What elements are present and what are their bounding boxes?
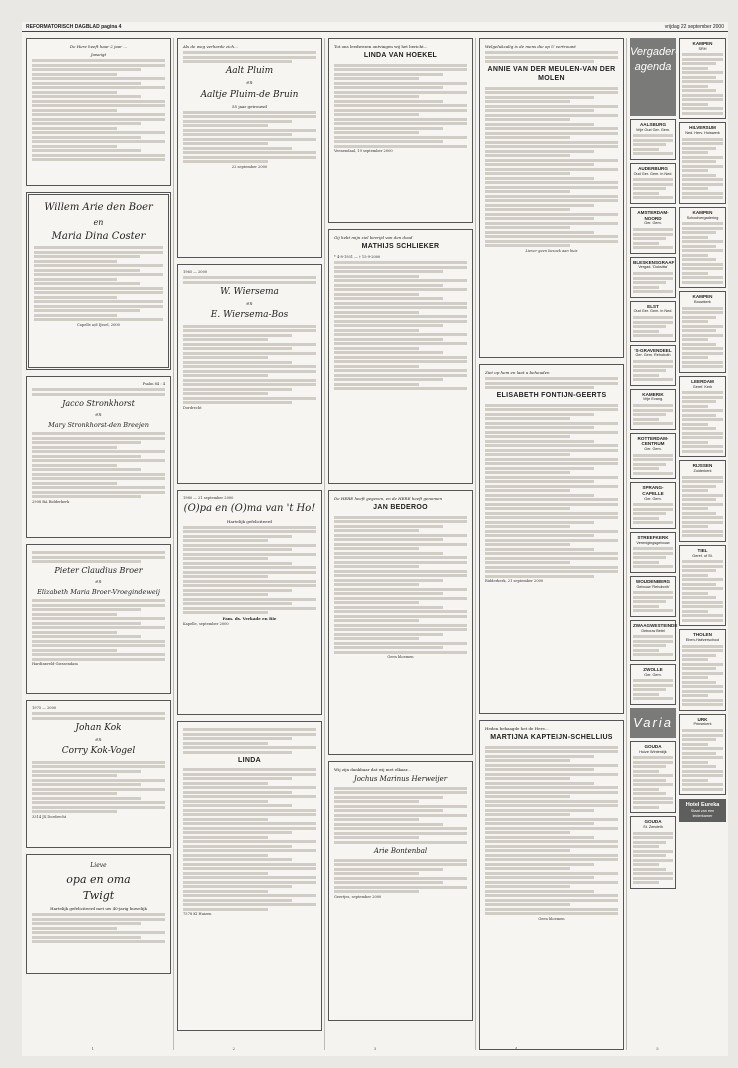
agenda-list-right [679, 38, 726, 795]
agenda-item-body [682, 560, 723, 622]
subtitle: 55 jaar getrouwd [232, 103, 267, 109]
agenda-item-subtitle: Geref. Kerk [692, 384, 713, 389]
agenda-banner: Vergader-agenda [630, 38, 676, 116]
agenda-item [679, 460, 726, 541]
agenda-item-body [633, 503, 673, 524]
place: Dordrecht [183, 405, 202, 410]
agenda-item-subtitle: Zuiderkerk [693, 469, 712, 474]
agenda-item-subtitle: SRH [698, 46, 707, 51]
agenda-item [630, 532, 676, 573]
announcement [26, 38, 171, 186]
agenda-item-title: ROTTERDAM-CENTRUM [637, 435, 669, 447]
ampersand: en [246, 301, 253, 308]
agenda-item-body [633, 454, 673, 475]
agenda-item-title: TIEL [697, 547, 708, 553]
verse-ref: Psalm 84 : 4 [142, 382, 165, 386]
agenda-item-subtitle: Ger. Gem. Rehoboth [635, 353, 671, 358]
agenda-item-title: KAMPEN [692, 209, 713, 215]
agenda-item-subtitle: Ger. Gem. [644, 672, 662, 677]
death-announcement [479, 720, 624, 1050]
column-1 [26, 38, 171, 980]
column-rule [626, 38, 627, 1050]
place: 2908 BA Ridderkerk [32, 499, 70, 504]
agenda-item-title: KAMPEN [692, 41, 713, 46]
agenda-item-title: LEERDAM [691, 378, 714, 384]
person-name: Johan Kok [75, 722, 122, 733]
agenda-left [630, 38, 679, 892]
person-name: Jacco Stronkhorst [62, 398, 135, 408]
person-name: W. Wiersema [220, 286, 279, 297]
agenda-item-body [633, 178, 673, 199]
agenda-item-body [633, 272, 673, 293]
agenda-item [630, 664, 676, 705]
agenda-item-title: ZWOLLE [643, 666, 663, 672]
agenda-item-title: AMSTERDAM-NOORD [637, 209, 669, 221]
ampersand: en [246, 80, 253, 87]
body-text [334, 787, 467, 844]
footer-mark: 4 [514, 1046, 518, 1051]
person-name: Elizabeth Maria Broer-Vroegindeweij [37, 588, 160, 597]
verse: Gij hebt mijn ziel bevrijd van den dood [334, 235, 413, 240]
body-text [485, 51, 618, 63]
agenda-item-subtitle: Oud Ger. Gem. in Ned. [633, 309, 673, 314]
agenda-item [630, 207, 676, 254]
place: Geen bloemen [387, 655, 414, 660]
agenda-item-subtitle: Vrije Oud Ger. Gem. [635, 127, 671, 132]
agenda-item-title: AALSBURG [639, 122, 667, 127]
agenda-item-subtitle: Oud Ger. Gem. in Ned. [633, 171, 673, 176]
agenda-item-subtitle: St. Zendeth [643, 825, 663, 829]
hotel-subtitle: Staat van een leiderkamer [690, 809, 715, 818]
agenda-item [630, 257, 676, 298]
lead-text: Heden behaagde het de Here... [485, 726, 549, 731]
death-announcement [479, 364, 624, 714]
anniversary-announcement [26, 544, 171, 694]
subtitle: Hartelijk gefeliciteerd met uw 40-jarig huwelijk [50, 906, 147, 911]
verse: Als de weg verharde zich... [183, 44, 238, 49]
place: Veenendaal, 19 september 2000 [334, 149, 393, 154]
agenda-item-title: ELST [647, 303, 659, 309]
agenda-item [630, 576, 676, 617]
agenda-list [630, 119, 676, 705]
death-announcement [479, 38, 624, 358]
agenda-item-subtitle: Prinsekerk [693, 722, 712, 727]
agenda-item-title: GOUDA [644, 743, 662, 749]
place: Geen bloemen [538, 916, 565, 921]
agenda-item-body [633, 591, 673, 612]
footer-mark: 2 [232, 1046, 236, 1051]
body-text [334, 516, 467, 654]
agenda-item-subtitle: Huize Winterdijk [639, 749, 667, 754]
person-name: Mary Stronkhorst-den Breejen [48, 421, 149, 430]
thanks-announcement [177, 721, 322, 1031]
page-header [22, 22, 728, 32]
column-rule [475, 38, 476, 1050]
person-name: Twigt [82, 889, 115, 903]
paper-name: REFORMATORISCH DAGBLAD pagina 4 [26, 24, 122, 30]
body-text [334, 64, 467, 148]
agenda-item-title: BLESKENSGRAAF [633, 259, 675, 265]
person-name: E. Wiersema-Bos [210, 310, 289, 321]
body-text [32, 551, 165, 563]
body-text [32, 913, 165, 943]
agenda-item-subtitle: Vergad. 'Doksitta' [638, 265, 668, 270]
anniversary-announcement [177, 264, 322, 484]
place: Ridderkerk, 21 september 2000 [485, 579, 544, 584]
agenda-item-title: HILVERSUM [689, 125, 716, 131]
agenda-item-body [682, 307, 723, 369]
agenda-item-subtitle: Vrije Evang. [642, 397, 664, 402]
body-text [485, 87, 618, 248]
anniversary-announcement [26, 700, 171, 848]
agenda-item-body [682, 729, 723, 791]
verse: Ziet op hem en laat u behouden [485, 370, 550, 375]
agenda-item [630, 816, 676, 888]
anniversary-announcement [177, 490, 322, 715]
person-name: opa en oma [66, 872, 131, 886]
column-4 [479, 38, 624, 1056]
hotel-title: Hotel Eureka [685, 802, 720, 809]
years: 1980 — 21 september 2000 [183, 496, 234, 500]
signature: Fam. ds. Verkade en Rie [222, 615, 277, 621]
body-text [183, 325, 316, 405]
person-name: MATHIJS SCHLIEKER [361, 243, 440, 250]
column-2 [177, 38, 322, 1037]
person-name: Corry Kok-Vogel [61, 746, 136, 757]
agenda-item [630, 389, 676, 430]
body-text [183, 111, 316, 164]
lead-text: Wij zijn dankbaar dat wij met elkaar... [334, 767, 411, 772]
agenda-item-subtitle: Gebouw Betel [641, 628, 665, 633]
agenda-item [679, 629, 726, 710]
person-name: Maria Dina Coster [51, 230, 146, 242]
wedding-announcement [26, 192, 171, 370]
agenda-item-subtitle: Gebouw 'Rehoboth' [636, 584, 670, 589]
place: 7578 KI Huizen [183, 912, 212, 917]
agenda-item-title: THOLEN [693, 632, 712, 638]
agenda-item-body [682, 222, 723, 284]
agenda-item-subtitle: Ger. Gem. [644, 221, 662, 226]
person-name: MARTIJNA KAPTEIJN-SCHELLIUS [490, 734, 613, 741]
verse: De HERE heeft gegeven, en de HERE heeft genomen [334, 496, 443, 501]
congratulation-announcement [26, 854, 171, 974]
agenda-item-body [633, 756, 673, 809]
body-text [183, 768, 316, 911]
person-name: Aalt Pluim [225, 66, 274, 76]
body-text [183, 276, 316, 284]
newspaper-page [22, 22, 728, 1056]
ampersand: en [95, 737, 102, 744]
agenda-item [679, 291, 726, 372]
agenda-item [630, 741, 676, 813]
body-text [32, 599, 165, 661]
body-text [32, 388, 165, 396]
closing-line: Liever geen bezoek aan huis [525, 248, 578, 253]
person-name: Willem Arie den Boer [44, 202, 153, 213]
death-announcement [328, 761, 473, 1021]
agenda-item-subtitle: Ger. Gem. [644, 446, 662, 451]
agenda-item-body [633, 404, 673, 425]
person-name: Jochus Marinus Herweijer [353, 775, 448, 783]
agenda-item-body [682, 138, 723, 200]
death-announcement [328, 490, 473, 755]
person-name: LINDA [238, 756, 261, 764]
footer-mark: 5 [656, 1046, 659, 1051]
agenda-item [679, 545, 726, 626]
column-3 [328, 38, 473, 1027]
body-text [34, 246, 163, 321]
person-name: Pieter Claudius Broer [54, 566, 143, 575]
body-text [485, 377, 618, 389]
agenda-item-title: URK [697, 716, 708, 722]
agenda-item-body [633, 360, 673, 381]
body-text [485, 746, 618, 916]
subtitle: Jaweigt [90, 52, 107, 57]
footer-mark: 1 [91, 1046, 94, 1051]
agenda-item-title: ZWAAGWESTEINDE [633, 622, 678, 628]
agenda-item-body [633, 134, 673, 155]
death-announcement [328, 38, 473, 223]
agenda-item-title: STREEFKERK [637, 534, 669, 540]
agenda-item-body [633, 832, 673, 885]
body-text [183, 728, 316, 754]
agenda-item-title: AUDERBURG [638, 165, 668, 171]
agenda-item-title: SPRANG-CAPELLE [642, 485, 664, 496]
hotel-ad [679, 799, 726, 821]
body-text [183, 526, 316, 615]
ampersand: en [95, 579, 102, 585]
agenda-item [630, 433, 676, 480]
body-text [32, 761, 165, 814]
page-footer [22, 1046, 728, 1054]
agenda-item [630, 163, 676, 204]
paper-date: vrijdag 22 september 2000 [664, 24, 724, 30]
agenda-item-subtitle: Ger. Gem. [644, 496, 662, 501]
place: 3314 JX Dordrecht [32, 814, 67, 819]
agenda-item [679, 207, 726, 288]
person-name: ANNIE VAN DER MEULEN-VAN DER MOLEN [487, 66, 616, 82]
agenda-item-subtitle: Ned. Herv. Huiswerk [685, 131, 720, 136]
agenda-item [630, 345, 676, 386]
varia-list [630, 741, 676, 889]
agenda-item-body [682, 476, 723, 538]
person-name: LINDA VAN HOEKEL [363, 52, 438, 59]
agenda-item [679, 38, 726, 119]
agenda-item-title: KAMPEN [692, 294, 713, 300]
body-text [334, 261, 467, 390]
agenda-item-body [682, 53, 723, 115]
agenda-item-title: GOUDA [644, 819, 662, 825]
place: Kapelle, september 2000 [183, 621, 229, 626]
agenda-item [630, 301, 676, 342]
agenda-item-body [633, 635, 673, 656]
agenda-item [630, 119, 676, 160]
column-rule [173, 38, 174, 1050]
agenda-item-body [633, 228, 673, 249]
body-text [334, 859, 467, 894]
lead-text: Lieve [90, 862, 107, 869]
agenda-item-subtitle: Verenigingsgebouw [636, 540, 670, 545]
body-text [32, 712, 165, 720]
agenda-item-subtitle: Bouwkerk [694, 300, 711, 305]
person-name: Arie Bontenbal [373, 846, 428, 855]
anniversary-announcement [26, 376, 171, 538]
verse: De Here heeft haar 2 jaar ... [69, 44, 128, 49]
subtitle: Hartelijk gefeliciteerd [227, 518, 272, 524]
agenda-item-title: KAMERIK [642, 391, 664, 397]
years: 1965 — 2000 [183, 270, 208, 274]
body-text [32, 59, 165, 161]
agenda-item-body [682, 391, 723, 453]
verse: Welgelukzalig is de mens die op U vertrouwt [485, 44, 576, 49]
agenda-item [630, 620, 676, 661]
agenda-item-body [682, 645, 723, 707]
body-text [485, 404, 618, 578]
agenda-item-title: 'S-GRAVENDEEL [634, 347, 672, 353]
varia-banner: Varia [630, 708, 676, 738]
place: Hardinxveld-Giessendam [32, 662, 78, 667]
agenda-item-title: RIJSSEN [692, 463, 713, 469]
agenda-item-body [633, 547, 673, 568]
lead-text: Tot ons leedwezen ontvingen wij het bericht... [334, 44, 428, 49]
body-text [32, 432, 165, 498]
person-name: Aaltje Pluim-de Bruin [200, 89, 299, 100]
agenda-right [679, 38, 726, 892]
dates: * 4-8-1931 — † 15-9-2000 [334, 254, 381, 259]
agenda-item-subtitle: Schoolvergadering [686, 215, 719, 220]
headline: (O)pa en (O)ma van 't Ho! [183, 503, 316, 515]
person-name: ELISABETH FONTIJN-GEERTS [496, 392, 607, 399]
agenda-item-body [633, 316, 673, 337]
agenda-item-subtitle: Geref. of St. [692, 553, 713, 558]
ampersand: en [95, 411, 102, 418]
date: 22 september 2000 [231, 164, 268, 169]
agenda-item [679, 714, 726, 795]
years: 1975 — 2000 [32, 706, 57, 710]
agenda-item [630, 482, 676, 529]
agenda-item [679, 122, 726, 203]
column-rule [324, 38, 325, 1050]
place: Geertjes, september 2000 [334, 894, 382, 899]
anniversary-announcement [177, 38, 322, 258]
footer-mark: 3 [373, 1046, 377, 1051]
place-date: Capelle a/d IJssel, 2000 [77, 322, 120, 327]
agenda-item [679, 376, 726, 457]
person-name: JAN BEDEROO [373, 504, 428, 511]
agenda-item-body [633, 679, 673, 700]
death-announcement [328, 229, 473, 484]
agenda-item-title: WOUDENBERG [635, 578, 671, 584]
ampersand: en [93, 217, 104, 227]
body-text [183, 51, 316, 63]
agenda-item-subtitle: Eben-Haëzerschool [685, 638, 720, 643]
agenda-column [630, 38, 726, 892]
